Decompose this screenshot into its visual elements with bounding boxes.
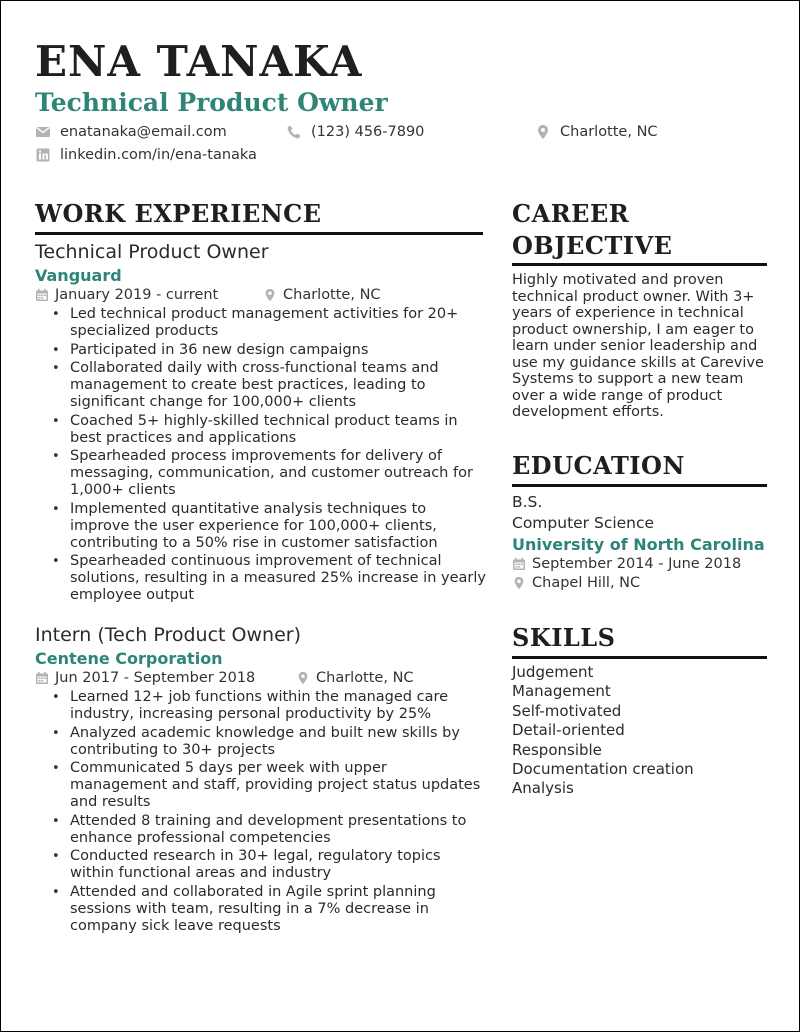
education-heading: EDUCATION bbox=[512, 451, 685, 480]
candidate-title: Technical Product Owner bbox=[35, 88, 388, 117]
education-degree: B.S. bbox=[512, 493, 543, 511]
location-text: Charlotte, NC bbox=[560, 124, 658, 140]
map-pin-icon bbox=[263, 288, 277, 302]
work-heading-rule bbox=[35, 232, 483, 235]
education-heading-rule bbox=[512, 484, 767, 487]
list-item: Responsible bbox=[512, 740, 602, 759]
education-dates bbox=[512, 556, 741, 572]
education-dates-text: September 2014 - June 2018 bbox=[532, 556, 742, 572]
job-location-text: Charlotte, NC bbox=[283, 287, 381, 303]
job-dates bbox=[35, 287, 218, 303]
list-item: • Attended 8 training and development presentations to enhance professional competencies bbox=[43, 813, 488, 847]
skills-list bbox=[512, 663, 694, 799]
job-company: Vanguard bbox=[35, 266, 122, 285]
calendar-icon bbox=[512, 557, 526, 571]
phone-icon bbox=[286, 124, 302, 140]
phone-text: (123) 456-7890 bbox=[311, 124, 425, 140]
map-pin-icon bbox=[512, 576, 526, 590]
job-location bbox=[296, 670, 414, 686]
skills-heading-rule bbox=[512, 656, 767, 659]
list-item: • Spearheaded process improvements for delivery of messaging, communication, and customer outreach for 1,000+ clients bbox=[43, 448, 488, 499]
job-dates bbox=[35, 670, 255, 686]
career-heading-line2: OBJECTIVE bbox=[512, 231, 673, 260]
list-item: • Participated in 36 new design campaigns bbox=[43, 342, 488, 359]
career-objective-heading bbox=[512, 198, 672, 262]
list-item: • Conducted research in 30+ legal, regulatory topics within functional areas and industry bbox=[43, 848, 488, 882]
list-item: • Communicated 5 days per week with upper management and staff, providing project status updates and results bbox=[43, 760, 488, 811]
envelope-icon bbox=[35, 124, 51, 140]
list-item: • Learned 12+ job functions within the managed care industry, increasing personal productivity by 25% bbox=[43, 689, 488, 723]
job-dates-text: January 2019 - current bbox=[55, 287, 219, 303]
contact-phone bbox=[286, 124, 424, 140]
linkedin-icon bbox=[35, 147, 51, 163]
list-item: • Collaborated daily with cross-functional teams and management to create best practices, leading to significant change for 100,000+ clients bbox=[43, 360, 488, 411]
linkedin-text: linkedin.com/in/ena-tanaka bbox=[60, 147, 257, 163]
list-item: Judgement bbox=[512, 663, 594, 681]
contact-email bbox=[35, 124, 227, 140]
map-pin-icon bbox=[535, 124, 551, 140]
list-item: • Led technical product management activities for 20+ specialized products bbox=[43, 306, 488, 340]
email-text: enatanaka@email.com bbox=[60, 124, 227, 140]
list-item: Management bbox=[512, 682, 611, 701]
list-item: Self-motivated bbox=[512, 701, 622, 720]
candidate-name: ENA TANAKA bbox=[35, 37, 363, 86]
list-item: • Analyzed academic knowledge and built new skills by contributing to 30+ projects bbox=[43, 725, 488, 759]
contact-location bbox=[535, 124, 658, 140]
list-item: Detail-oriented bbox=[512, 721, 625, 740]
skills-heading: SKILLS bbox=[512, 623, 616, 652]
job-company: Centene Corporation bbox=[35, 649, 223, 668]
education-location-text: Chapel Hill, NC bbox=[532, 575, 641, 591]
resume-page bbox=[1, 1, 799, 1031]
list-item: Analysis bbox=[512, 779, 574, 798]
list-item: • Implemented quantitative analysis techniques to improve the user experience for 100,000+ clients, contributing to a 50% rise in customer satisfaction bbox=[43, 501, 488, 552]
education-field: Computer Science bbox=[512, 514, 655, 532]
list-item: • Coached 5+ highly-skilled technical product teams in best practices and applications bbox=[43, 413, 488, 447]
job-location-text: Charlotte, NC bbox=[316, 670, 414, 686]
calendar-icon bbox=[35, 288, 49, 302]
job-title: Technical Product Owner bbox=[35, 241, 269, 263]
list-item: • Attended and collaborated in Agile sprint planning sessions with team, resulting in a 7% decrease in company sick leave requests bbox=[43, 884, 488, 935]
career-objective-text: Highly motivated and proven technical product owner. With 3+ years of experience in technical product ownership, I am eager to learn under senior leadership and use my guidance skills at Carevive Systems to support a new team over a wide range of product development efforts. bbox=[512, 272, 764, 420]
job-dates-text: Jun 2017 - September 2018 bbox=[55, 670, 256, 686]
list-item: • Spearheaded continuous improvement of technical solutions, resulting in a measured 25% increase in yearly employee output bbox=[43, 553, 488, 604]
education-school: University of North Carolina bbox=[512, 535, 765, 554]
job-location bbox=[263, 287, 381, 303]
job-bullets bbox=[43, 689, 488, 936]
work-experience-heading: WORK EXPERIENCE bbox=[35, 199, 322, 228]
contact-linkedin bbox=[35, 147, 257, 163]
job-bullets bbox=[43, 306, 488, 606]
calendar-icon bbox=[35, 671, 49, 685]
career-heading-line1: CAREER bbox=[512, 199, 630, 228]
list-item: Documentation creation bbox=[512, 760, 694, 779]
education-location bbox=[512, 575, 640, 591]
job-title: Intern (Tech Product Owner) bbox=[35, 624, 301, 646]
map-pin-icon bbox=[296, 671, 310, 685]
career-heading-rule bbox=[512, 263, 767, 266]
